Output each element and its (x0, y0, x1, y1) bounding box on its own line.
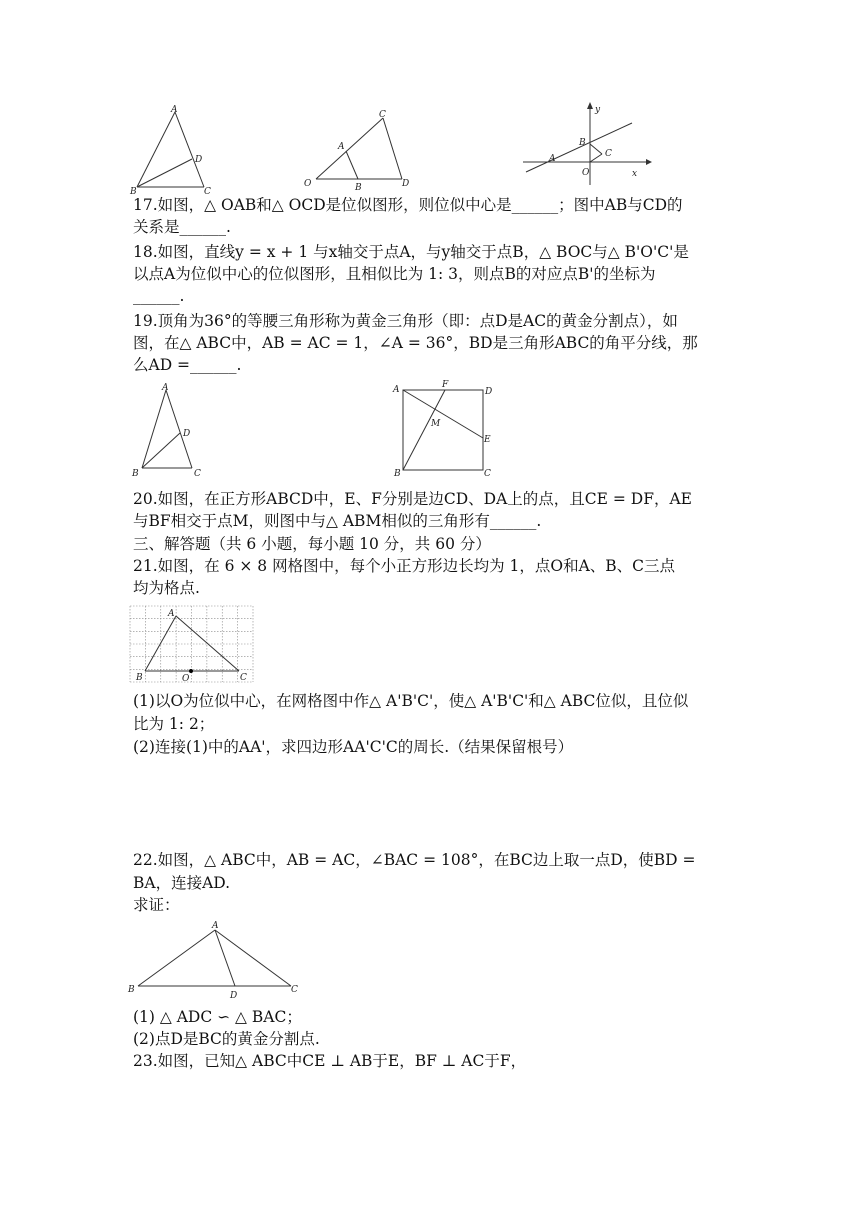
q21-part1-line1: (1)以O为位似中心，在网格图中作△ A'B'C'，使△ A'B'C'和△ ABC位似，且位似 (133, 692, 689, 710)
label-E: E (484, 435, 491, 445)
q21-line1: 21.如图，在 6 × 8 网格图中，每个小正方形边长均为 1，点O和A、B、C三点 (133, 557, 676, 575)
section3-heading: 三、解答题（共 6 小题，每小题 10 分，共 60 分） (133, 535, 491, 553)
label-C: C (605, 149, 612, 159)
q19-line2: 图，在△ ABC中，AB = AC = 1，∠A = 36°，BD是三角形ABC的角平分线，那 (133, 334, 698, 352)
label-C: C (194, 469, 201, 479)
label-B: B (128, 985, 135, 995)
label-O: O (582, 168, 590, 178)
label-A: A (168, 609, 175, 619)
label-C: C (240, 673, 247, 683)
label-D: D (485, 387, 493, 397)
q18-line3: ______. (133, 287, 185, 305)
label-A: A (171, 105, 178, 115)
q17-line2: 关系是______. (133, 218, 231, 236)
label-A: A (549, 154, 556, 164)
q22-part2: (2)点D是BC的黄金分割点. (133, 1030, 320, 1048)
label-B: B (355, 183, 362, 193)
label-C: C (291, 985, 298, 995)
figure-homothetic-triangles (298, 104, 423, 192)
q23-line1: 23.如图，已知△ ABC中CE ⊥ AB于E，BF ⊥ AC于F， (133, 1052, 527, 1070)
label-B: B (394, 469, 401, 479)
label-C: C (484, 469, 491, 479)
label-O: O (182, 674, 190, 684)
label-C: C (379, 110, 386, 120)
label-A: A (393, 385, 400, 395)
q20-line2: 与BF相交于点M，则图中与△ ABM相似的三角形有______. (133, 512, 542, 530)
q17-line1: 17.如图，△ OAB和△ OCD是位似图形，则位似中心是______；图中AB与CD的 (133, 196, 683, 214)
label-A: A (162, 383, 169, 393)
label-M: M (431, 419, 441, 429)
q19-line3: 么AD =______. (133, 356, 242, 374)
label-y: y (595, 105, 601, 115)
q22-line2: BA，连接AD. (133, 874, 231, 892)
q21-part1-line2: 比为 1: 2； (133, 715, 215, 733)
label-C: C (204, 187, 211, 197)
label-D: D (402, 179, 410, 189)
label-O: O (304, 179, 312, 189)
q18-line1: 18.如图，直线y = x + 1 与x轴交于点A，与y轴交于点B，△ BOC与△ B'O'C'是 (133, 243, 689, 261)
q21-part2: (2)连接(1)中的AA'，求四边形AA'C'C的周长.（结果保留根号） (133, 738, 574, 756)
figure-coordinate-line (518, 100, 658, 185)
label-A: A (338, 142, 345, 152)
label-B: B (579, 138, 586, 148)
label-B: B (130, 187, 137, 197)
figure-obtuse-triangle (126, 918, 308, 1004)
q20-line1: 20.如图，在正方形ABCD中，E、F分别是边CD、DA上的点，且CE = DF，AE (133, 490, 692, 508)
label-D: D (230, 991, 238, 1001)
label-B: B (136, 673, 143, 683)
label-B: B (132, 469, 139, 479)
q21-line2: 均为格点. (133, 579, 200, 597)
q22-part1: (1) △ ADC ∽ △ BAC； (133, 1008, 302, 1026)
figure-isosceles-triangle-abd (128, 104, 218, 196)
figure-square-abcd (390, 378, 502, 478)
q22-line1: 22.如图，△ ABC中，AB = AC，∠BAC = 108°，在BC边上取一点D，使BD = (133, 851, 696, 869)
q22-line3: 求证： (133, 896, 180, 914)
q19-line1: 19.顶角为36°的等腰三角形称为黄金三角形（即：点D是AC的黄金分割点），如 (133, 312, 678, 330)
q18-line2: 以点A为位似中心的位似图形，且相似比为 1: 3，则点B的对应点B'的坐标为 (133, 265, 656, 283)
figure-grid-6x8 (128, 602, 256, 684)
label-x: x (632, 169, 638, 179)
figure-golden-triangle (128, 380, 208, 480)
label-F: F (442, 380, 449, 390)
label-D: D (183, 429, 191, 439)
label-D: D (195, 155, 203, 165)
label-A: A (212, 921, 219, 931)
